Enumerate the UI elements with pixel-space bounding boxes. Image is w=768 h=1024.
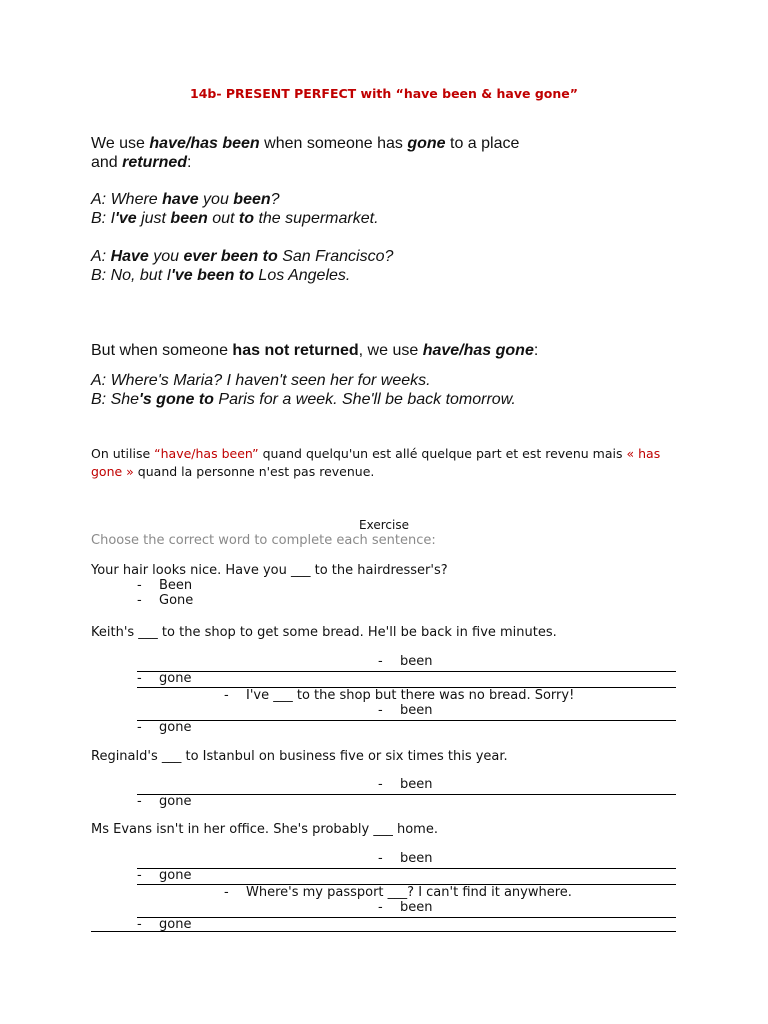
q5-option-gone[interactable] (137, 868, 191, 883)
example-emphasis: Have (110, 248, 149, 265)
example-text: out (207, 210, 239, 227)
option-label: been (400, 777, 433, 792)
gone-intro (91, 341, 538, 360)
bullet-dash: - (224, 885, 229, 900)
question-5: Ms Evans isn't in her office. She's probably ___ home. (91, 822, 438, 837)
bullet-dash: - (378, 851, 383, 866)
intro-text: when someone has (259, 135, 408, 152)
q2-option-been[interactable] (378, 654, 433, 669)
divider-line (137, 671, 676, 672)
gone-intro-emphasis: have/has gone (422, 342, 534, 359)
example-text: ? (270, 191, 280, 208)
divider-line (137, 720, 676, 721)
example-text: B: No, but I (91, 267, 172, 284)
example-2-line-a (91, 247, 393, 266)
question-2: Keith's ___ to the shop to get some bread. He'll be back in five minutes. (91, 625, 557, 640)
french-highlight: “have/has been” (154, 446, 259, 461)
q3-option-gone[interactable] (137, 720, 191, 735)
option-label: gone (159, 671, 192, 686)
q4-option-gone[interactable] (137, 794, 191, 809)
example-1-line-b (91, 209, 379, 228)
example-text: you (198, 191, 234, 208)
example-3-line-b (91, 390, 516, 409)
intro-line-2 (91, 153, 192, 172)
bullet-dash: - (137, 671, 142, 686)
q2-option-gone[interactable] (137, 671, 191, 686)
exercise-heading: Exercise (359, 518, 409, 532)
exercise-instruction: Choose the correct word to complete each sentence: (91, 533, 436, 548)
example-emphasis: 've been to (171, 267, 254, 284)
example-text: B: I (91, 210, 116, 227)
q6-option-been[interactable] (378, 900, 433, 915)
question-1: Your hair looks nice. Have you ___ to the hairdresser's? (91, 563, 448, 578)
intro-emphasis: gone (407, 135, 446, 152)
question-4: Reginald's ___ to Istanbul on business five or six times this year. (91, 749, 508, 764)
divider-line (137, 868, 676, 869)
q4-option-been[interactable] (378, 777, 433, 792)
gone-intro-text: , we use (358, 342, 423, 359)
example-emphasis: 's gone to (139, 391, 214, 408)
french-highlight: « has gone » (91, 446, 661, 479)
intro-text: We use (91, 135, 150, 152)
option-label: gone (159, 720, 192, 735)
bullet-dash: - (137, 593, 142, 608)
example-text: Paris for a week. She'll be back tomorrow. (213, 391, 516, 408)
intro-line-1 (91, 134, 519, 153)
example-text: Los Angeles. (253, 267, 351, 284)
option-label: Gone (159, 593, 194, 608)
q5-option-been[interactable] (378, 851, 433, 866)
question-text: Where's my passport ___? I can't find it anywhere. (246, 885, 572, 900)
example-emphasis: been (170, 210, 208, 227)
gone-intro-text: : (533, 342, 539, 359)
intro-text: to a place (445, 135, 520, 152)
example-emphasis: 've (115, 210, 137, 227)
q6-option-gone[interactable] (137, 917, 191, 932)
french-text: quand la personne n'est pas revenue. (133, 464, 375, 479)
divider-line (91, 931, 676, 932)
option-label: been (400, 654, 433, 669)
example-emphasis: to (238, 210, 255, 227)
bullet-dash: - (137, 868, 142, 883)
example-text: A: Where (91, 191, 163, 208)
intro-text: : (187, 154, 192, 171)
french-note (91, 445, 671, 481)
page-title: 14b- PRESENT PERFECT with “have been & have gone” (190, 86, 578, 101)
option-label: gone (159, 917, 192, 932)
question-text: I've ___ to the shop but there was no bread. Sorry! (246, 688, 575, 703)
option-label: been (400, 703, 433, 718)
q1-option-gone[interactable] (137, 593, 193, 608)
intro-emphasis: returned (122, 154, 188, 171)
option-label: gone (159, 868, 192, 883)
question-3 (224, 688, 574, 703)
french-text: quand quelqu'un est allé quelque part et est revenu mais (258, 446, 627, 461)
option-label: been (400, 851, 433, 866)
bullet-dash: - (137, 794, 142, 809)
example-text: A: (91, 248, 111, 265)
example-3-line-a: A: Where's Maria? I haven't seen her for weeks. (91, 372, 431, 389)
intro-text: and (91, 154, 123, 171)
gone-intro-text: But when someone (91, 342, 233, 359)
bullet-dash: - (378, 703, 383, 718)
bullet-dash: - (378, 777, 383, 792)
example-text: B: She (91, 391, 140, 408)
gone-intro-emphasis: has not returned (232, 342, 359, 359)
bullet-dash: - (137, 578, 142, 593)
example-emphasis: ever been to (183, 248, 278, 265)
example-1-line-a (91, 190, 280, 209)
option-label: been (400, 900, 433, 915)
bullet-dash: - (378, 654, 383, 669)
french-text: On utilise (91, 446, 155, 461)
example-text: just (136, 210, 171, 227)
example-text: San Francisco? (277, 248, 394, 265)
bullet-dash: - (378, 900, 383, 915)
example-emphasis: have (162, 191, 199, 208)
divider-line (137, 917, 676, 918)
divider-line (137, 794, 676, 795)
bullet-dash: - (137, 720, 142, 735)
q1-option-been[interactable] (137, 578, 192, 593)
bullet-dash: - (137, 917, 142, 932)
example-2-line-b (91, 266, 350, 285)
question-6 (224, 885, 572, 900)
q3-option-been[interactable] (378, 703, 433, 718)
bullet-dash: - (224, 688, 229, 703)
option-label: gone (159, 794, 192, 809)
intro-emphasis: have/has been (149, 135, 260, 152)
option-label: Been (159, 578, 193, 593)
example-text: you (148, 248, 184, 265)
example-text: the supermarket. (254, 210, 379, 227)
example-emphasis: been (233, 191, 271, 208)
